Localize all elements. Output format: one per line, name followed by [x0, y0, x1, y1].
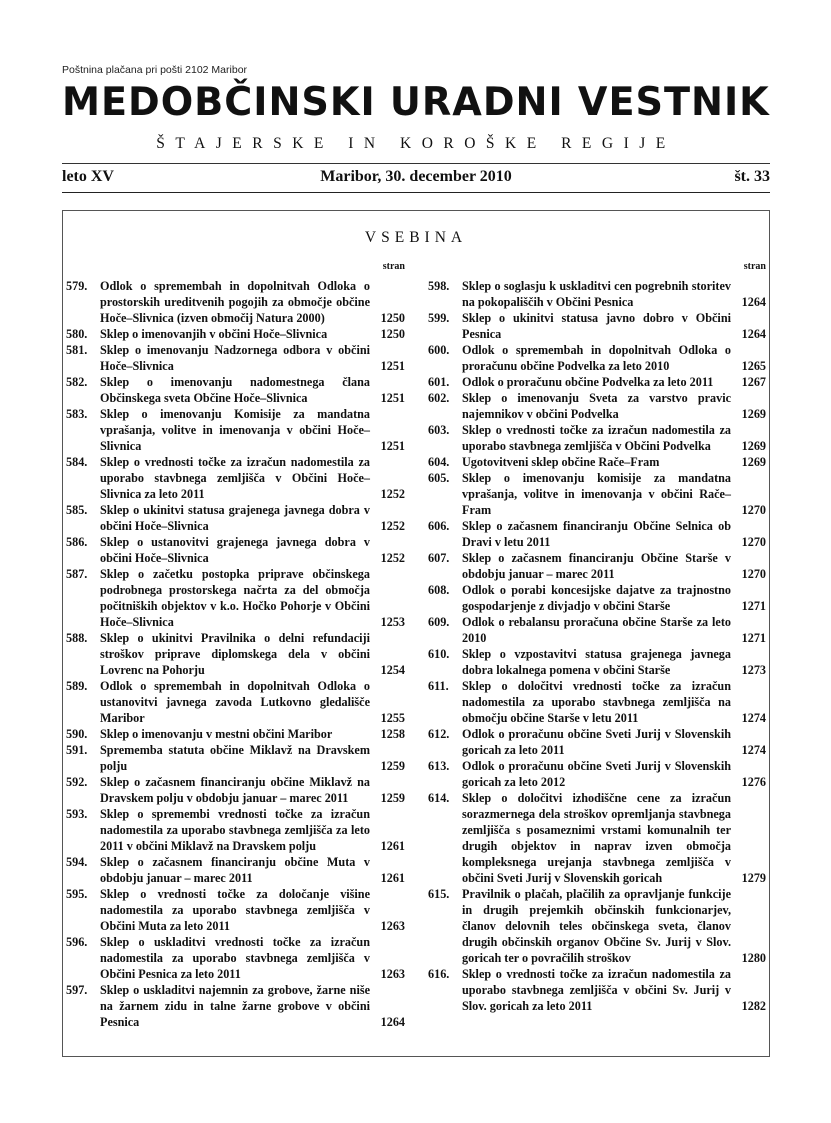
contents-entry[interactable]	[66, 454, 405, 502]
entry-page-number: 1279	[741, 871, 766, 885]
entry-page-number: 1282	[741, 999, 766, 1013]
entry-page-number: 1252	[380, 519, 405, 533]
entry-page-number: 1252	[380, 487, 405, 501]
entry-page-number: 1250	[380, 327, 405, 341]
entry-number: 593.	[66, 807, 88, 821]
entry-number: 586.	[66, 535, 88, 549]
contents-heading: VSEBINA	[364, 229, 468, 246]
entry-page-number: 1250	[380, 311, 405, 325]
entry-page-number: 1276	[741, 775, 766, 789]
entry-number: 597.	[66, 983, 88, 997]
contents-entry[interactable]	[66, 982, 405, 1030]
contents-entry[interactable]	[428, 966, 766, 1014]
entry-title: Sklep o soglasju k uskladitvi cen pogrebnih storitev na pokopališčih v Občini Pesnica	[462, 279, 731, 309]
page-column-label: stran	[382, 261, 405, 272]
contents-entry[interactable]	[428, 758, 766, 790]
entry-page-number: 1273	[741, 663, 766, 677]
entries-list-right	[428, 278, 766, 1014]
contents-entry[interactable]	[428, 790, 766, 886]
entry-page-number: 1255	[380, 711, 405, 725]
entry-page-number: 1261	[380, 839, 405, 853]
entry-number: 608.	[428, 583, 450, 597]
entry-page-number: 1264	[741, 295, 766, 309]
contents-entry[interactable]	[66, 326, 405, 342]
contents-entry[interactable]	[428, 310, 766, 342]
entry-title: Sklep o ukinitvi Pravilnika o delni refundaciji stroškov priprave diplomskega dela v občini Lovrenc na Pohorju	[100, 631, 370, 677]
entry-number: 584.	[66, 455, 88, 469]
entry-number: 589.	[66, 679, 88, 693]
contents-entry[interactable]	[428, 646, 766, 678]
entry-number: 588.	[66, 631, 88, 645]
entry-page-number: 1264	[380, 1015, 405, 1029]
entry-page-number: 1261	[380, 871, 405, 885]
entry-title: Sprememba statuta občine Miklavž na Dravskem polju	[100, 743, 370, 773]
postal-note: Poštnina plačana pri pošti 2102 Maribor	[62, 64, 248, 76]
entry-title: Odlok o proračunu občine Sveti Jurij v Slovenskih goricah za leto 2011	[462, 727, 731, 757]
entry-page-number: 1251	[380, 391, 405, 405]
entry-page-number: 1258	[380, 727, 405, 741]
entry-title: Sklep o začasnem financiranju občine Muta v obdobju januar – marec 2011	[100, 855, 370, 885]
contents-entry[interactable]	[66, 406, 405, 454]
entry-title: Sklep o začasnem financiranju občine Miklavž na Dravskem polju v obdobju januar – marec 2011	[100, 775, 370, 805]
contents-entry[interactable]	[428, 582, 766, 614]
contents-entry[interactable]	[66, 886, 405, 934]
entry-page-number: 1271	[741, 599, 766, 613]
contents-entry[interactable]	[66, 742, 405, 774]
entry-title: Sklep o določitvi vrednosti točke za izračun nadomestila za uporabo stavbnega zemljišča na območju občine Starše v letu 2011	[462, 679, 731, 725]
entry-number: 581.	[66, 343, 88, 357]
entry-page-number: 1251	[380, 359, 405, 373]
issue-info-bar	[62, 168, 770, 190]
contents-entry[interactable]	[428, 454, 766, 470]
contents-entry[interactable]	[66, 566, 405, 630]
entry-number: 605.	[428, 471, 450, 485]
entry-number: 590.	[66, 727, 88, 741]
entry-page-number: 1274	[741, 743, 766, 757]
contents-entry[interactable]	[66, 934, 405, 982]
entry-number: 615.	[428, 887, 450, 901]
entry-title: Odlok o proračunu občine Podvelka za leto 2011	[462, 375, 714, 389]
entry-title: Sklep o vrednosti točke za izračun nadomestila za uporabo stavbnega zemljišča v Občini Podvelka	[462, 423, 731, 453]
entry-title: Sklep o imenovanju nadomestnega člana Občinskega sveta Občine Hoče–Slivnica	[100, 375, 370, 405]
entry-page-number: 1267	[741, 375, 766, 389]
entry-number: 595.	[66, 887, 88, 901]
entry-number: 607.	[428, 551, 450, 565]
contents-entry[interactable]	[428, 278, 766, 310]
entry-title: Sklep o vrednosti točke za izračun nadomestila za uporabo stavbnega zemljišča v občini Sv. Jurij v Slov. goricah za leto 2011	[462, 967, 731, 1013]
entry-page-number: 1280	[741, 951, 766, 965]
contents-entry[interactable]	[428, 390, 766, 422]
issue-date: Maribor, 30. december 2010	[320, 168, 512, 185]
entry-number: 614.	[428, 791, 450, 805]
entry-page-number: 1269	[741, 407, 766, 421]
entry-title: Sklep o vzpostavitvi statusa grajenega javnega dobra lokalnega pomena v občini Starše	[462, 647, 731, 677]
contents-entry[interactable]	[428, 678, 766, 726]
entry-title: Odlok o proračunu občine Sveti Jurij v Slovenskih goricah za leto 2012	[462, 759, 731, 789]
entry-number: 601.	[428, 375, 450, 389]
masthead-subtitle: ŠTAJERSKE IN KOROŠKE REGIJE	[156, 135, 676, 152]
entry-title: Odlok o rebalansu proračuna občine Starše za leto 2010	[462, 615, 731, 645]
contents-entry[interactable]	[428, 374, 766, 390]
entry-page-number: 1259	[380, 759, 405, 773]
entry-number: 603.	[428, 423, 450, 437]
entry-title: Sklep o ukinitvi statusa javno dobro v Občini Pesnica	[462, 311, 731, 341]
issue-number: št. 33	[734, 168, 770, 185]
entry-title: Odlok o porabi koncesijske dajatve za trajnostno gospodarjenje z divjadjo v občini Starše	[462, 583, 731, 613]
entry-title: Sklep o ustanovitvi grajenega javnega dobra v občini Hoče–Slivnica	[100, 535, 370, 565]
entry-page-number: 1252	[380, 551, 405, 565]
entry-number: 583.	[66, 407, 88, 421]
contents-entry[interactable]	[66, 630, 405, 678]
entry-title: Sklep o spremembi vrednosti točke za izračun nadomestila za uporabo stavbnega zemljišča za leto 2011 v občini Miklavž na Dravskem polju	[100, 807, 370, 853]
entry-title: Odlok o spremembah in dopolnitvah Odloka o prostorskih ureditvenih pogojih za območje občine Hoče–Slivnica (izven območij Natura 2000)	[100, 279, 370, 325]
entry-page-number: 1270	[741, 503, 766, 517]
contents-entry[interactable]	[66, 774, 405, 806]
contents-entry[interactable]	[66, 502, 405, 534]
entry-number: 604.	[428, 455, 450, 469]
page-column-label: stran	[743, 261, 766, 272]
entry-title: Sklep o začetku postopka priprave občinskega podrobnega prostorskega načrta za del območja počitniških objektov v k.o. Hočko Pohorje v Občini Hoče–Slivnica	[100, 567, 370, 629]
entry-number: 580.	[66, 327, 88, 341]
entry-number: 579.	[66, 279, 88, 293]
contents-entry[interactable]	[428, 342, 766, 374]
entry-number: 591.	[66, 743, 88, 757]
contents-entry[interactable]	[66, 534, 405, 566]
entry-title: Odlok o spremembah in dopolnitvah Odloka o ustanovitvi javnega zavoda Lutkovno gledališče Maribor	[100, 679, 370, 725]
entry-number: 610.	[428, 647, 450, 661]
contents-entry[interactable]	[66, 278, 405, 326]
entry-number: 611.	[428, 679, 449, 693]
entry-title: Sklep o vrednosti točke za določanje višine nadomestila za uporabo stavbnega zemljišča v Občini Muta za leto 2011	[100, 887, 370, 933]
entry-number: 612.	[428, 727, 450, 741]
contents-entry[interactable]	[66, 374, 405, 406]
entry-page-number: 1265	[741, 359, 766, 373]
entry-page-number: 1264	[741, 327, 766, 341]
entry-page-number: 1263	[380, 967, 405, 981]
entry-number: 600.	[428, 343, 450, 357]
contents-entry[interactable]	[428, 886, 766, 966]
entry-number: 609.	[428, 615, 450, 629]
entry-title: Sklep o imenovanju Sveta za varstvo pravic najemnikov v občini Podvelka	[462, 391, 731, 421]
entry-number: 598.	[428, 279, 450, 293]
contents-entry[interactable]	[428, 726, 766, 758]
entry-title: Sklep o uskladitvi vrednosti točke za izračun nadomestila za uporabo stavbnega zemljišča v Občini Pesnica za leto 2011	[100, 935, 370, 981]
entry-page-number: 1259	[380, 791, 405, 805]
entry-number: 582.	[66, 375, 88, 389]
contents-entry[interactable]	[66, 342, 405, 374]
entry-page-number: 1271	[741, 631, 766, 645]
entry-number: 613.	[428, 759, 450, 773]
entry-number: 606.	[428, 519, 450, 533]
entry-page-number: 1251	[380, 439, 405, 453]
entry-title: Sklep o ukinitvi statusa grajenega javnega dobra v občini Hoče–Slivnica	[100, 503, 370, 533]
entry-page-number: 1270	[741, 535, 766, 549]
entry-page-number: 1253	[380, 615, 405, 629]
entry-title: Ugotovitveni sklep občine Rače–Fram	[462, 455, 660, 469]
entry-page-number: 1270	[741, 567, 766, 581]
entry-number: 616.	[428, 967, 450, 981]
entry-number: 596.	[66, 935, 88, 949]
entry-number: 585.	[66, 503, 88, 517]
entry-title: Sklep o vrednosti točke za izračun nadomestila za uporabo stavbnega zemljišča v Občini Hoče–Slivnica za leto 2011	[100, 455, 370, 501]
header-rule-top	[62, 163, 770, 164]
contents-entry[interactable]	[428, 550, 766, 582]
entry-number: 599.	[428, 311, 450, 325]
issue-year: leto XV	[62, 168, 114, 185]
entry-title: Pravilnik o plačah, plačilih za opravljanje funkcije in drugih prejemkih občinskih funkcionarjev, članov delovnih teles občinskega sveta, članov drugih občinskih organov Občine Sv. Jurij v Slov. goricah ter o povračilih stroškov	[462, 887, 731, 965]
contents-entry[interactable]	[66, 678, 405, 726]
entry-title: Sklep o imenovanju komisije za mandatna vprašanja, volitve in imenovanja v občini Rače–Fram	[462, 471, 731, 517]
contents-entry[interactable]	[428, 422, 766, 454]
entry-page-number: 1263	[380, 919, 405, 933]
header-rule-bottom	[62, 192, 770, 193]
entry-title: Sklep o imenovanju v mestni občini Maribor	[100, 727, 333, 741]
entry-number: 587.	[66, 567, 88, 581]
entry-page-number: 1269	[741, 439, 766, 453]
masthead-title: MEDOBČINSKI URADNI VESTNIK	[62, 80, 770, 125]
contents-entry[interactable]	[428, 518, 766, 550]
contents-entry[interactable]	[66, 854, 405, 886]
contents-entry[interactable]	[428, 614, 766, 646]
entry-title: Sklep o začasnem financiranju Občine Starše v obdobju januar – marec 2011	[462, 551, 731, 581]
entry-title: Sklep o določitvi izhodiščne cene za izračun sorazmernega dela stroškov opremljanja stavbnega zemljišča s posameznimi vrstami komunalnih ter drugih objektov in naprav izven območja kompleksnega urejanja stavbnega zemljišča v občini Sveti Jurij v Slovenskih goricah	[462, 791, 731, 885]
contents-entry[interactable]	[66, 726, 405, 742]
entry-title: Sklep o začasnem financiranju Občine Selnica ob Dravi v letu 2011	[462, 519, 731, 549]
entry-number: 602.	[428, 391, 450, 405]
entry-title: Sklep o imenovanju Komisije za mandatna vprašanja, volitve in imenovanja v občini Hoče–Slivnica	[100, 407, 370, 453]
contents-entry[interactable]	[428, 470, 766, 518]
entries-list-left	[66, 278, 405, 1030]
entry-number: 592.	[66, 775, 88, 789]
entry-title: Sklep o uskladitvi najemnin za grobove, žarne niše na žarnem zidu in talne žarne grobove v občini Pesnica	[100, 983, 370, 1029]
entry-page-number: 1254	[380, 663, 405, 677]
contents-entry[interactable]	[66, 806, 405, 854]
entry-title: Odlok o spremembah in dopolnitvah Odloka o proračunu občine Podvelka za leto 2010	[462, 343, 731, 373]
table-of-contents	[62, 210, 770, 1057]
entry-title: Sklep o imenovanju Nadzornega odbora v občini Hoče–Slivnica	[100, 343, 370, 373]
entry-number: 594.	[66, 855, 88, 869]
entry-page-number: 1269	[741, 455, 766, 469]
entry-title: Sklep o imenovanjih v občini Hoče–Slivnica	[100, 327, 328, 341]
entry-page-number: 1274	[741, 711, 766, 725]
